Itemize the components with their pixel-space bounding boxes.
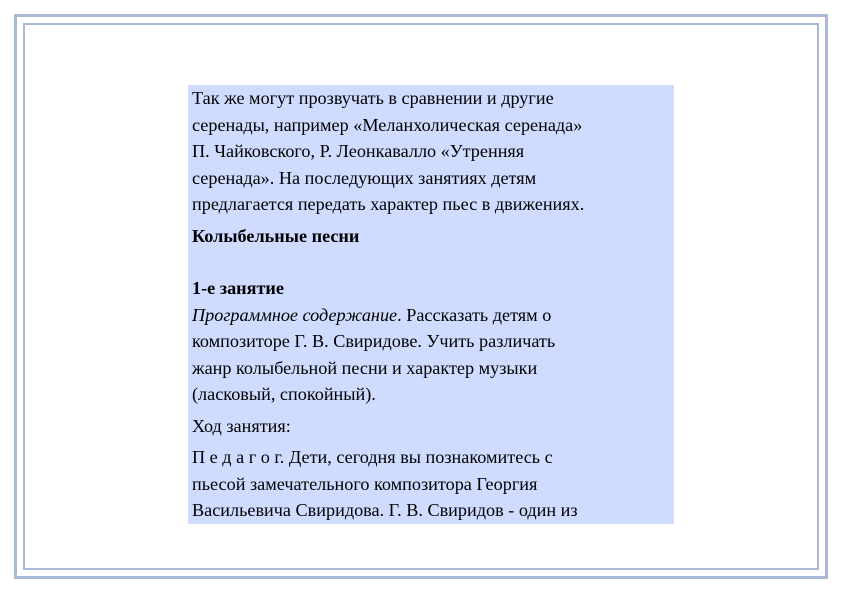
program-label: Программное содержание bbox=[192, 304, 398, 325]
text-line: серенады, например «Меланхолическая серенада» bbox=[192, 114, 583, 135]
text-line: предлагается передать характер пьес в движениях. bbox=[192, 194, 585, 214]
text-line: пьесой замечательного композитора Георгия bbox=[192, 473, 538, 494]
lesson-course-label: Ход занятия: bbox=[192, 415, 291, 436]
text-block bbox=[188, 85, 674, 524]
teacher-label: П е д а г о г. bbox=[192, 447, 285, 467]
teacher-text: Дети, сегодня вы познакомитесь с bbox=[284, 447, 553, 467]
text-line: (ласковый, спокойный). bbox=[192, 384, 376, 404]
text-line: Васильевича Свиридова. Г. В. Свиридов - один из bbox=[192, 500, 578, 520]
program-line bbox=[192, 302, 674, 329]
text-line: композиторе Г. В. Свиридове. Учить различать bbox=[192, 331, 556, 351]
text-line: Так же могут прозвучать в сравнении и другие bbox=[192, 88, 554, 108]
lesson-heading: 1-е занятие bbox=[192, 278, 284, 298]
program-text: . Рассказать детям о bbox=[397, 304, 552, 325]
text-line: П. Чайковского, Р. Леонкавалло «Утренняя bbox=[192, 141, 525, 161]
text-line: серенада». На последующих занятиях детям bbox=[192, 167, 537, 188]
section-heading: Колыбельные песни bbox=[192, 225, 360, 246]
text-line: жанр колыбельной песни и характер музыки bbox=[192, 357, 538, 378]
teacher-line bbox=[192, 444, 674, 471]
